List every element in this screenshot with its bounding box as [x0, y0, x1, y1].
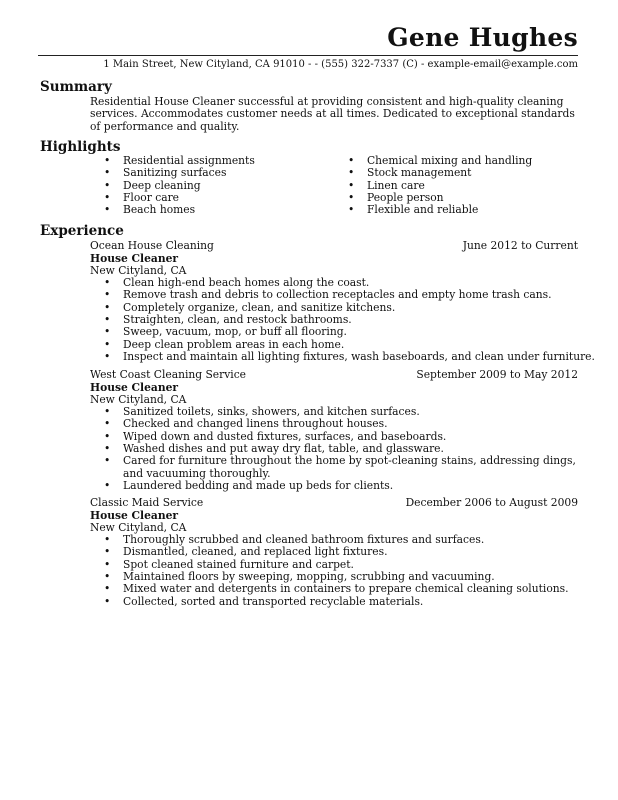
duty-item: • Thoroughly scrubbed and cleaned bathroom fixtures and surfaces. [90, 534, 578, 546]
duty-item: • Checked and changed linens throughout houses. [90, 418, 578, 430]
highlight-item: • Floor care [90, 192, 255, 204]
job-dates: June 2012 to Current [462, 239, 578, 252]
job-header [90, 369, 578, 382]
experience-heading: Experience [40, 223, 124, 239]
duty-item: • Remove trash and debris to collection receptacles and empty home trash cans. [90, 289, 578, 301]
duty-item: • Laundered bedding and made up beds for clients. [90, 480, 578, 492]
job-header [90, 240, 578, 253]
duties-list [90, 276, 595, 363]
duty-item: • Wiped down and dusted fixtures, surfaces, and baseboards. [90, 431, 578, 443]
duty-item: • Spot cleaned stained furniture and carpet. [90, 559, 578, 571]
duty-item: • Cared for furniture throughout the home by spot-cleaning stains, addressing dings, and vacuuming thoroughly. [90, 455, 578, 480]
duty-item: • Collected, sorted and transported recyclable materials. [90, 596, 578, 608]
contact-line: 1 Main Street, New Cityland, CA 91010 - - (555) 322-7337 (C) - example-email@example.com [103, 59, 578, 70]
job-location: New Cityland, CA [90, 263, 187, 277]
highlight-item: • Residential assignments [90, 155, 255, 167]
job-title: House Cleaner [90, 251, 179, 265]
duty-item: • Completely organize, clean, and sanitize kitchens. [90, 302, 578, 314]
job-entry [90, 239, 595, 363]
summary-text: Residential House Cleaner successful at providing consistent and high-quality cleaning services. Accommodates customer needs at all times. Dedicated to exceptional standards of performance and quality. [90, 95, 575, 133]
highlights-list-left [90, 155, 255, 216]
duties-list [90, 406, 578, 492]
duty-item: • Dismantled, cleaned, and replaced light fixtures. [90, 546, 578, 558]
summary-heading: Summary [40, 79, 112, 95]
highlight-item: • Chemical mixing and handling [334, 155, 532, 167]
duty-item: • Sanitized toilets, sinks, showers, and kitchen surfaces. [90, 406, 578, 418]
duty-item: • Clean high-end beach homes along the coast. [90, 277, 578, 289]
highlight-item: • Linen care [334, 180, 532, 192]
highlight-item: • Deep cleaning [90, 180, 255, 192]
duty-item: • Mixed water and detergents in containers to prepare chemical cleaning solutions. [90, 583, 578, 595]
job-location: New Cityland, CA [90, 392, 187, 406]
job-header [90, 497, 578, 510]
job-location: New Cityland, CA [90, 520, 187, 534]
duty-item: • Sweep, vacuum, mop, or buff all flooring. [90, 326, 578, 338]
header-divider [38, 55, 578, 56]
duty-item: • Straighten, clean, and restock bathrooms. [90, 314, 578, 326]
job-dates: September 2009 to May 2012 [416, 368, 578, 381]
duty-item: • Inspect and maintain all lighting fixtures, wash baseboards, and clean under furniture. [90, 351, 578, 363]
job-entry [90, 369, 578, 492]
duty-item: • Washed dishes and put away dry flat, table, and glassware. [90, 443, 578, 455]
candidate-name: Gene Hughes [387, 23, 578, 52]
company-name: Classic Maid Service [90, 496, 204, 509]
highlights-list-right [334, 155, 532, 216]
highlight-item: • Sanitizing surfaces [90, 167, 255, 179]
duty-item: • Maintained floors by sweeping, mopping, scrubbing and vacuuming. [90, 571, 578, 583]
job-title: House Cleaner [90, 380, 179, 394]
job-entry [90, 497, 578, 608]
job-dates: December 2006 to August 2009 [405, 496, 578, 509]
duties-list [90, 534, 578, 608]
highlight-item: • Beach homes [90, 204, 255, 216]
highlights-heading: Highlights [40, 139, 121, 155]
highlight-item: • People person [334, 192, 532, 204]
highlight-item: • Stock management [334, 167, 532, 179]
highlight-item: • Flexible and reliable [334, 204, 532, 216]
job-title: House Cleaner [90, 508, 179, 522]
company-name: West Coast Cleaning Service [90, 368, 247, 381]
company-name: Ocean House Cleaning [90, 239, 214, 252]
duty-item: • Deep clean problem areas in each home. [90, 339, 578, 351]
